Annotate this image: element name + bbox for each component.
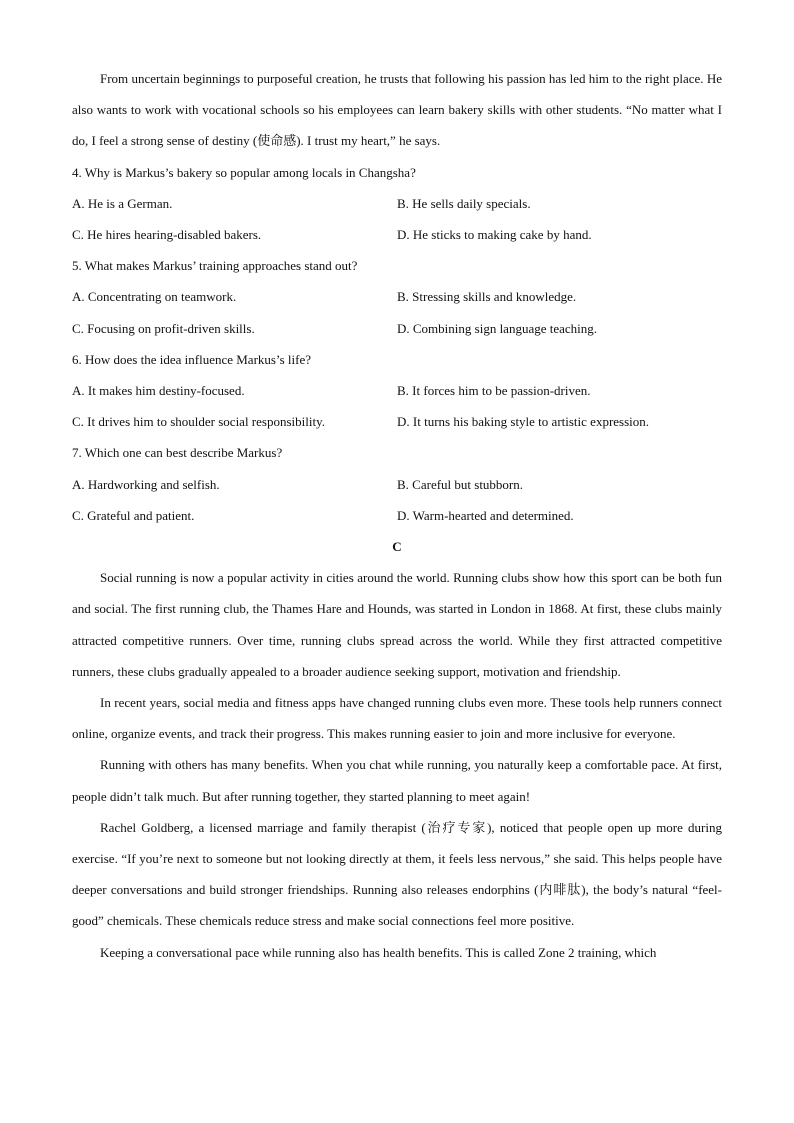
section-c-paragraph-1: Social running is now a popular activity in cities around the world. Running clubs show how this sport can be both fun and social. The first running club, the Thames Hare and Hounds, was started in London in 1868. At first, these clubs mainly attracted competitive runners. Over time, running clubs spread across the world. While they first attracted competitive runners, these clubs gradually appealed to a broader audience seeking support, motivation and friendship. [72,570,722,679]
question-stem: 5. What makes Markus’ training approaches stand out? [72,258,358,274]
question-4 [72,157,722,251]
option-d[interactable]: D. Warm-hearted and determined. [397,507,574,523]
option-row [72,281,722,312]
option-row [72,500,722,531]
option-a[interactable]: A. It makes him destiny-focused. [72,383,245,399]
option-c[interactable]: C. He hires hearing-disabled bakers. [72,227,262,243]
passage-b-closing-paragraph: From uncertain beginnings to purposeful creation, he trusts that following his passion has led him to the right place. He also wants to work with vocational schools so his employees can learn bakery skills with other students. “No matter what I do, I feel a strong sense of destiny (使命感). I trust my heart,” he says. [72,71,722,149]
section-c-paragraph-4: Rachel Goldberg, a licensed marriage and family therapist (治疗专家), noticed that people open up more during exercise. “If you’re next to someone but not looking directly at them, it feels less nervous,” she said. This helps people have deeper conversations and build stronger friendships. Running also releases endorphins (内啡肽), the body’s natural “feel-good” chemicals. These chemicals reduce stress and make social connections feel more positive. [72,819,722,929]
option-row [72,188,722,219]
question-5 [72,250,722,344]
option-a[interactable]: A. Concentrating on teamwork. [72,289,237,305]
option-c[interactable]: C. It drives him to shoulder social responsibility. [72,414,325,430]
option-c[interactable]: C. Focusing on profit-driven skills. [72,320,255,336]
question-stem: 4. Why is Markus’s bakery so popular among locals in Changsha? [72,164,416,180]
option-d[interactable]: D. Combining sign language teaching. [397,320,598,336]
exam-page [72,63,722,968]
option-b[interactable]: B. Stressing skills and knowledge. [397,289,577,305]
option-d[interactable]: D. He sticks to making cake by hand. [397,227,592,243]
section-c-paragraph-2: In recent years, social media and fitness apps have changed running clubs even more. These tools help runners connect online, organize events, and track their progress. This makes running easier to join and more inclusive for everyone. [72,695,722,742]
section-c-paragraph-3: Running with others has many benefits. When you chat while running, you naturally keep a comfortable pace. At first, people didn’t talk much. But after running together, they started planning to meet again! [72,757,722,804]
question-stem: 7. Which one can best describe Markus? [72,445,283,461]
question-stem: 6. How does the idea influence Markus’s life? [72,351,311,367]
option-row [72,406,722,437]
option-row [72,313,722,344]
section-c-paragraph-5: Keeping a conversational pace while running also has health benefits. This is called Zone 2 training, which [100,944,657,960]
option-row [72,219,722,250]
option-d[interactable]: D. It turns his baking style to artistic expression. [397,414,650,430]
option-c[interactable]: C. Grateful and patient. [72,507,195,523]
option-b[interactable]: B. Careful but stubborn. [397,476,524,492]
option-a[interactable]: A. He is a German. [72,195,173,211]
option-row [72,469,722,500]
option-b[interactable]: B. He sells daily specials. [397,195,531,211]
question-6 [72,344,722,438]
question-7 [72,437,722,531]
option-row [72,375,722,406]
section-c-heading: C [392,539,402,555]
option-b[interactable]: B. It forces him to be passion-driven. [397,383,591,399]
option-a[interactable]: A. Hardworking and selfish. [72,476,220,492]
